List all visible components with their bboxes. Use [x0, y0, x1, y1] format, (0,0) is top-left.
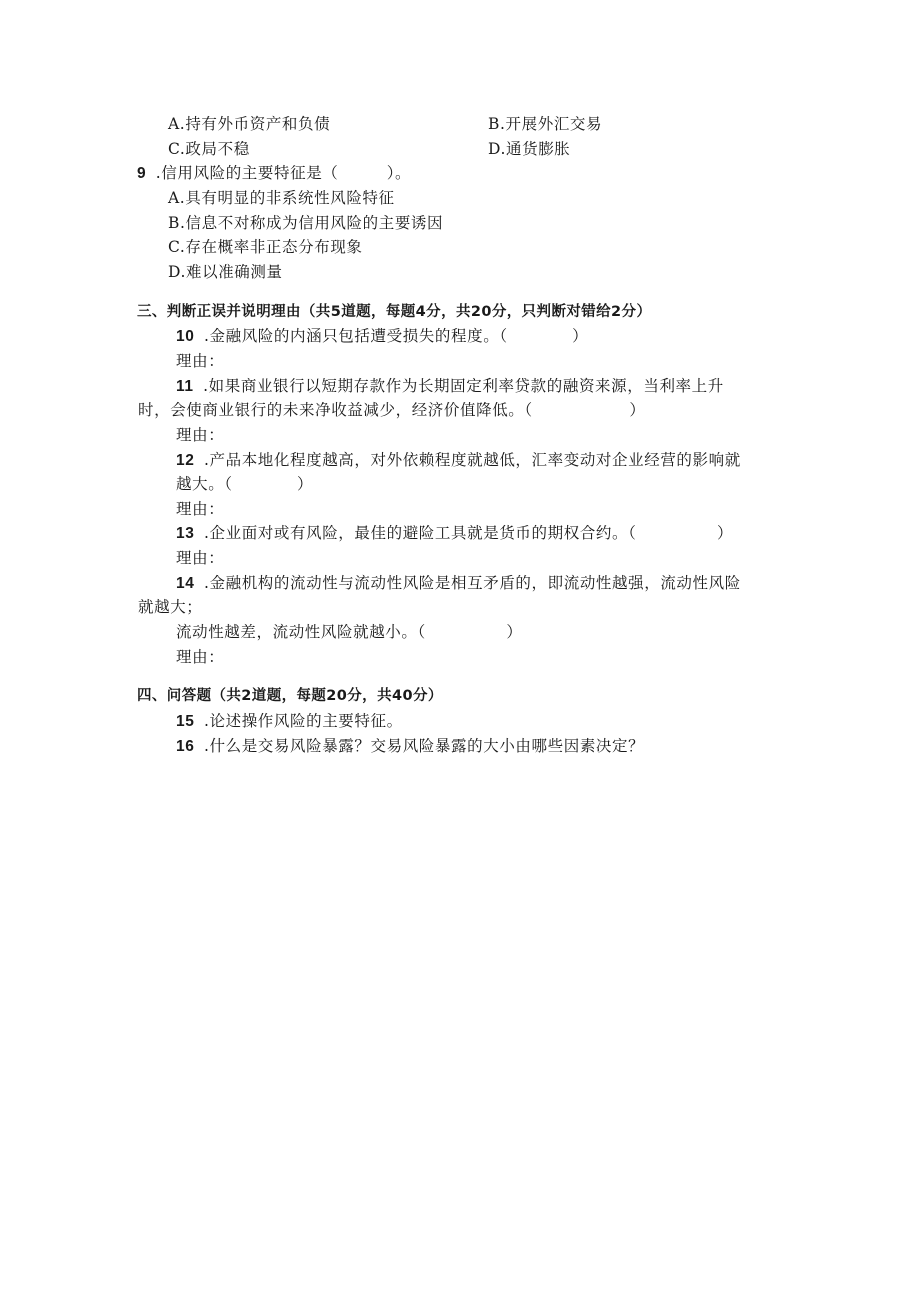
reason-label: 理由：: [176, 500, 225, 518]
q9-option-c: C.存在概率非正态分布现象: [168, 238, 363, 256]
question-12-continuation: 越大。（ ）: [176, 475, 314, 493]
question-text: .什么是交易风险暴露？交易风险暴露的大小由哪些因素决定？: [203, 737, 645, 755]
question-text: .论述操作风险的主要特征。: [203, 712, 403, 730]
question-11: [176, 376, 724, 397]
question-number: 16: [176, 738, 195, 755]
question-number: 9: [137, 165, 147, 182]
question-16: [176, 736, 644, 757]
question-number: 11: [176, 378, 194, 395]
question-text: .信用风险的主要特征是（ ）。: [155, 164, 412, 182]
section-3-heading: 三、判断正误并说明理由（共5道题，每题4分，共20分，只判断对错给2分）: [137, 304, 652, 320]
q8-option-d: D.通货膨胀: [488, 140, 571, 158]
question-14: [176, 573, 741, 594]
question-number: 13: [176, 525, 195, 542]
reason-label: 理由：: [176, 352, 225, 370]
question-number: 10: [176, 328, 195, 345]
q8-option-b: B.开展外汇交易: [488, 115, 603, 133]
question-text: .企业面对或有风险，最佳的避险工具就是货币的期权合约。（ ）: [203, 524, 734, 542]
question-11-continuation: 时，会使商业银行的未来净收益减少，经济价值降低。（ ）: [138, 401, 646, 419]
question-9: [137, 163, 411, 184]
q9-option-d: D.难以准确测量: [168, 263, 283, 281]
reason-label: 理由：: [176, 549, 225, 567]
reason-label: 理由：: [176, 426, 225, 444]
question-text: .如果商业银行以短期存款作为长期固定利率贷款的融资来源，当利率上升: [203, 377, 724, 395]
question-number: 15: [176, 713, 195, 730]
question-text: .金融风险的内涵只包括遭受损失的程度。（ ）: [203, 327, 589, 345]
q9-option-b: B.信息不对称成为信用风险的主要诱因: [168, 214, 444, 232]
q9-option-a: A.具有明显的非系统性风险特征: [168, 189, 395, 207]
question-10: [176, 326, 588, 347]
question-number: 14: [176, 575, 195, 592]
question-text: .金融机构的流动性与流动性风险是相互矛盾的，即流动性越强，流动性风险: [203, 574, 741, 592]
question-15: [176, 711, 403, 732]
question-12: [176, 450, 741, 471]
reason-label: 理由：: [176, 648, 225, 666]
q8-option-c: C.政局不稳: [168, 140, 250, 158]
question-text: .产品本地化程度越高，对外依赖程度就越低，汇率变动对企业经营的影响就: [203, 451, 741, 469]
question-14-continuation: 就越大；: [138, 598, 203, 616]
question-number: 12: [176, 452, 195, 469]
section-4-heading: 四、问答题（共2道题，每题20分，共40分）: [137, 688, 443, 704]
question-14-continuation-2: 流动性越差，流动性风险就越小。（ ）: [176, 623, 523, 641]
question-13: [176, 523, 733, 544]
q8-option-a: A.持有外币资产和负债: [168, 115, 331, 133]
